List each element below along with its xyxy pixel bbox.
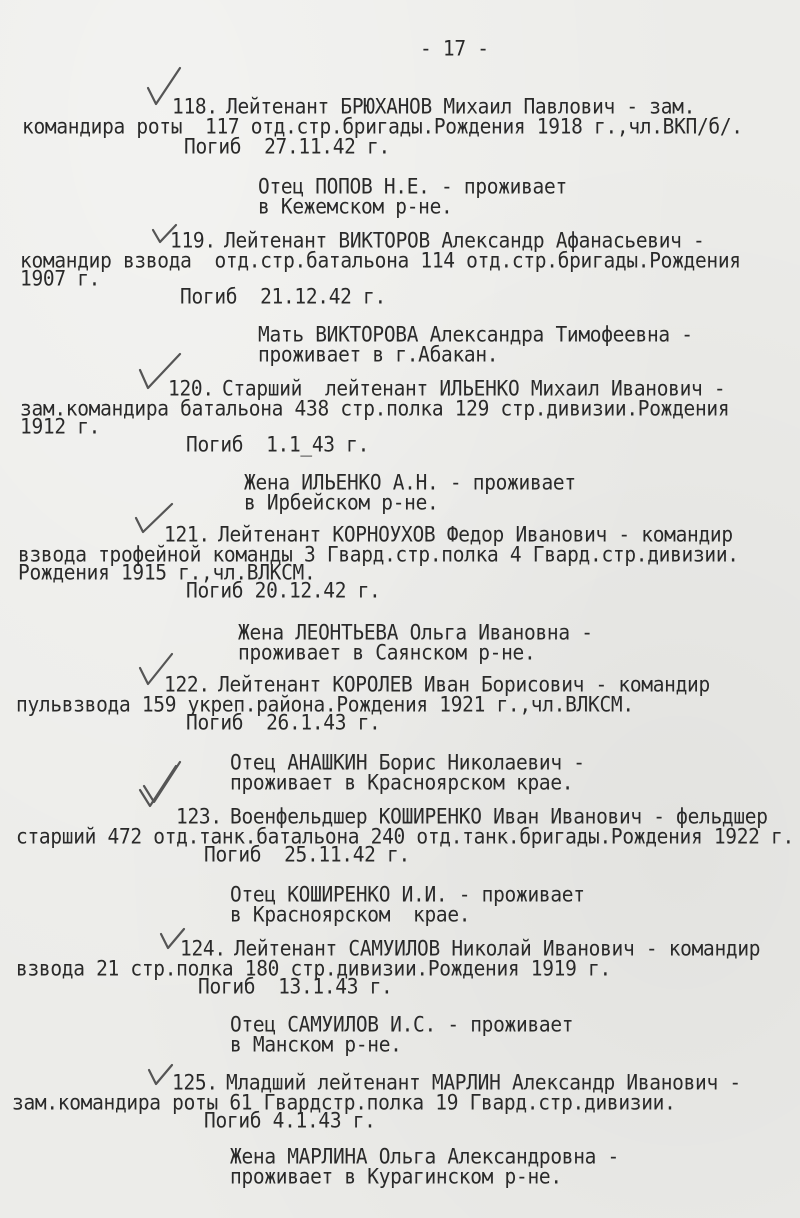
entry-line: Лейтенант ВИКТОРОВ Александр Афанасьевич - — [224, 227, 705, 253]
entry-line: Рождения 1915 г.,чл.ВЛКСМ. — [18, 559, 316, 585]
checkmark-icon — [138, 756, 190, 808]
page-number: - 17 - — [420, 35, 489, 61]
entry-number: 124. — [180, 935, 226, 961]
relative-line: проживает в Красноярском крае. — [230, 769, 574, 795]
relative-line: Отец ПОПОВ Н.Е. - проживает — [258, 173, 567, 199]
entry-number: 123. — [176, 803, 222, 829]
entry-line: взвода 21 стр.полка 180 стр.дивизии.Рождения 1919 г. — [16, 955, 611, 981]
death-date: Погиб 25.11.42 г. — [204, 841, 410, 867]
relative-line: Отец САМУИЛОВ И.С. - проживает — [230, 1011, 574, 1037]
relative-line: Жена ЛЕОНТЬЕВА Ольга Ивановна - — [238, 619, 593, 645]
entry-number: 122. — [164, 671, 210, 697]
death-date: Погиб 20.12.42 г. — [186, 577, 381, 603]
entry-number: 119. — [170, 227, 216, 253]
entry-line: Военфельдшер КОШИРЕНКО Иван Иванович - фельдшер — [230, 803, 768, 829]
relative-line: в Ирбейском р-не. — [244, 489, 439, 515]
death-date: Погиб 26.1.43 г. — [186, 709, 381, 735]
death-date: Погиб 4.1.43 г. — [204, 1107, 376, 1133]
relative-line: проживает в Саянском р-не. — [238, 639, 536, 665]
relative-line: проживает в Курагинском р-не. — [230, 1163, 562, 1189]
entry-line: Лейтенант САМУИЛОВ Николай Иванович - командир — [234, 935, 761, 961]
entry-number: 118. — [172, 93, 218, 119]
entry-line: 1912 г. — [20, 413, 101, 439]
entry-line: взвода трофейной команды 3 Гвард.стр.полка 4 Гвард.стр.дивизии. — [18, 541, 739, 567]
entry-line: Старший лейтенант ИЛЬЕНКО Михаил Иванович - — [222, 375, 726, 401]
death-date: Погиб 27.11.42 г. — [184, 133, 390, 159]
entry-line: зам.командира батальона 438 стр.полка 129 стр.дивизии.Рождения — [20, 395, 730, 421]
death-date: Погиб 1.1_43 г. — [186, 431, 370, 457]
entry-line: Лейтенант КОРОЛЕВ Иван Борисович - командир — [218, 671, 710, 697]
relative-line: в Манском р-не. — [230, 1031, 402, 1057]
entry-line: Лейтенант БРЮХАНОВ Михаил Павлович - зам. — [226, 93, 696, 119]
relative-line: Отец АНАШКИН Борис Николаевич - — [230, 749, 585, 775]
entry-line: Младший лейтенант МАРЛИН Александр Иванович - — [226, 1069, 741, 1095]
entry-line: зам.командира роты 61 Гвардстр.полка 19 Гвард.стр.дивизии. — [12, 1089, 676, 1115]
relative-line: Жена ИЛЬЕНКО А.Н. - проживает — [244, 469, 576, 495]
relative-line: Отец КОШИРЕНКО И.И. - проживает — [230, 881, 585, 907]
death-date: Погиб 21.12.42 г. — [180, 283, 386, 309]
entry-line: старший 472 отд.танк.батальона 240 отд.танк.бригады.Рождения 1922 г. — [16, 823, 794, 849]
entry-line: командира роты 117 отд.стр.бригады.Рождения 1918 г.,чл.ВКП/б/. — [22, 113, 743, 139]
entry-number: 125. — [172, 1069, 218, 1095]
entry-number: 120. — [168, 375, 214, 401]
relative-line: в Красноярском крае. — [230, 901, 471, 927]
entry-line: Лейтенант КОРНОУХОВ Федор Иванович - командир — [218, 521, 733, 547]
entry-number: 121. — [164, 521, 210, 547]
relative-line: проживает в г.Абакан. — [258, 341, 499, 367]
relative-line: в Кежемском р-не. — [258, 193, 453, 219]
relative-line: Мать ВИКТОРОВА Александра Тимофеевна - — [258, 321, 693, 347]
death-date: Погиб 13.1.43 г. — [198, 973, 393, 999]
relative-line: Жена МАРЛИНА Ольга Александровна - — [230, 1143, 619, 1169]
entry-line: пульвзвода 159 укреп.района.Рождения 1921 г.,чл.ВЛКСМ. — [16, 691, 634, 717]
entry-line: 1907 г. — [20, 265, 101, 291]
entry-line: командир взвода отд.стр.батальона 114 отд.стр.бригады.Рождения — [20, 247, 741, 273]
